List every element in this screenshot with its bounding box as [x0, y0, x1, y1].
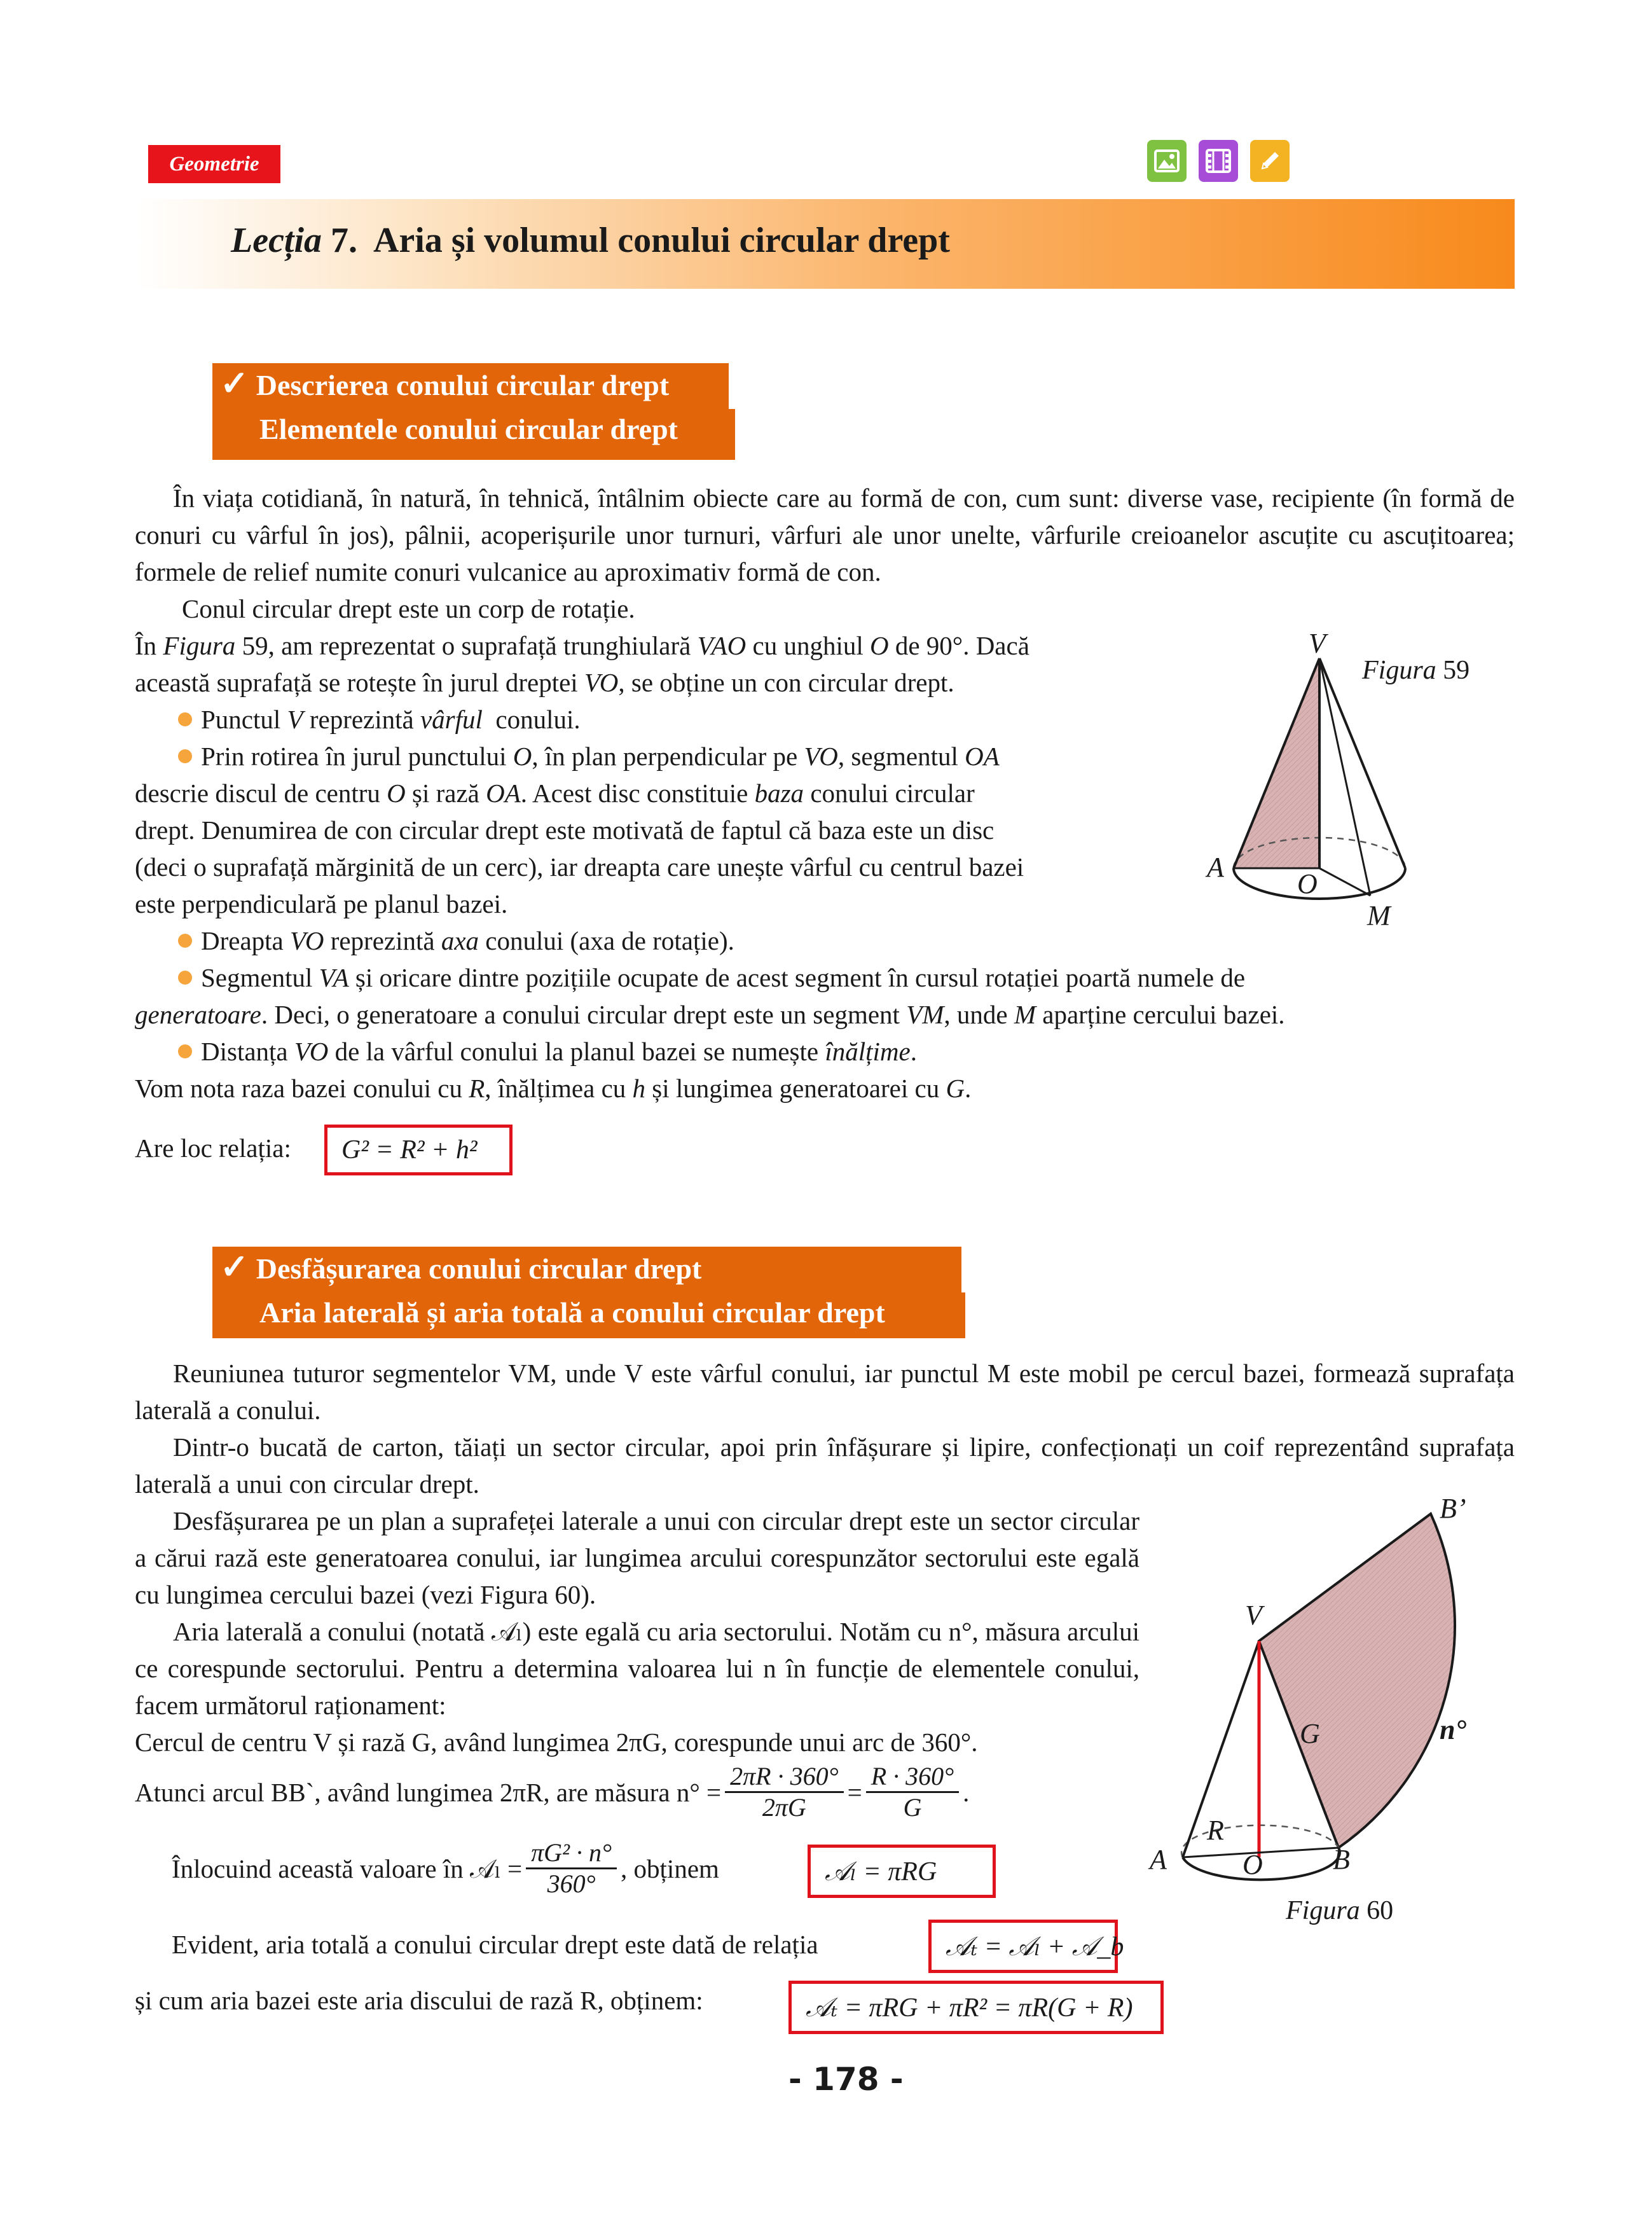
bullet-generator: Segmentul VA și oricare dintre pozițiile ocupate de acest segment în cursul rotației poartă numele de generatoare. Deci, o generatoare a conului circular drept este un segment VM, unde M aparține cercului bazei.: [135, 963, 1285, 1029]
figure59-intro-line1: În Figura 59, am reprezentat o suprafață trunghiulară VAO cu unghiul O de 90°. Dacă: [135, 631, 1029, 660]
segment-om: [1319, 868, 1370, 896]
total-area-final-box: 𝒜ₜ = πRG + πR² = πR(G + R): [788, 1981, 1164, 2034]
segment-v-right: [1319, 658, 1405, 868]
figure59-caption: Figura 59: [1362, 656, 1470, 685]
total-area-sentence: Evident, aria totală a conului circular drept este dată de relația: [172, 1930, 818, 1959]
intro-paragraph: În viața cotidiană, în natură, în tehnică, întâlnim obiecte care au formă de con, cum sunt: diverse vase, recipiente (în formă de conuri cu vârful în jos), pâlnii, acoperișurile unor turnuri, vârfuri ale unor unelte, vârfurile creioanelor ascuțite cu ascuțitoarea; formele de relief numite conuri vulcanice au aproximativ formă de con.: [135, 483, 1515, 586]
pythagorean-relation-box: G² = R² + h²: [324, 1125, 513, 1175]
dev-paragraph-3: Desfășurarea pe un plan a suprafeței laterale a unui con circular drept este un sector circular a cărui rază este generatoarea conului, iar lungimea arcului corespunzător sectorului este egală cu lungimea cercului bazei (vezi Figura 60).: [135, 1506, 1139, 1609]
fig59-label-a: A: [1207, 852, 1224, 883]
bullet-icon: [178, 971, 192, 985]
arc-measure-line: Atunci arcul BB`, având lungimea 2πR, are măsura n° = $\frac{2\pi R \cdot 360^\circ}{2\pi G}$ = $\frac{R \cdot 360^\circ}{G}$ .: [135, 1762, 970, 1822]
pencil-icon[interactable]: [1250, 140, 1290, 182]
fig60-label-g: G: [1300, 1718, 1320, 1749]
section1-title: ✓ Descrierea conului circular drept: [212, 363, 729, 409]
bullet-base: Prin rotirea în jurul punctului O, în plan perpendicular pe VO, segmentul OA descrie discul de centru O și rază OA. Acest disc constituie baza conului circular drept. Denumirea de con circular drept este motivată de faptul că baza este un disc (deci o suprafață mărginită de un cerc), iar dreapta care unește vârful cu centrul bazei este perpendiculară pe planul bazei.: [135, 742, 1024, 918]
image-icon[interactable]: [1147, 140, 1187, 182]
fraction-arc-1: $\frac{2\pi R \cdot 360^\circ}{2\pi G}$: [725, 1762, 843, 1822]
section2-title: ✓ Desfășurarea conului circular drept: [212, 1247, 961, 1292]
fig60-label-v: V: [1245, 1600, 1262, 1631]
section1-subtitle: Elementele conului circular drept: [212, 409, 735, 460]
fig60-label-o: O: [1242, 1849, 1263, 1880]
bullet-icon: [178, 1044, 192, 1058]
dev-circle-sentence: Cercul de centru V și rază G, având lungimea 2πG, corespunde unui arc de 360°.: [135, 1728, 978, 1757]
fig60-label-n: n°: [1440, 1714, 1467, 1745]
relation-label: Are loc relația:: [135, 1133, 291, 1163]
base-area-sentence: și cum aria bazei este aria discului de rază R, obținem:: [135, 1986, 703, 2015]
total-area-box: 𝒜ₜ = 𝒜ₗ + 𝒜_b: [928, 1920, 1118, 1973]
dev-paragraph-2: Dintr-o bucată de carton, tăiați un sector circular, apoi prin înfășurare și lipire, confecționați un coif reprezentând suprafața laterală a unui con circular drept.: [135, 1432, 1515, 1499]
figure60-caption: Figura 60: [1286, 1896, 1394, 1925]
lateral-sector: [1259, 1514, 1455, 1848]
fig59-label-m: M: [1367, 900, 1391, 931]
bullet-icon: [178, 749, 192, 763]
bullet-icon: [178, 934, 192, 948]
lateral-area-derivation: Înlocuind această valoare în 𝒜ₗ = $\frac{\text{πG² · n°}}{360^\circ}$ , obținem: [172, 1838, 719, 1898]
segment-vm: [1319, 658, 1370, 896]
rotation-body-sentence: Conul circular drept este un corp de rotație.: [182, 594, 635, 623]
section2-subtitle: Aria laterală și aria totală a conului circular drept: [212, 1292, 965, 1338]
dev-paragraph-4: Aria laterală a conului (notată 𝒜ₗ) este egală cu aria sectorului. Notăm cu n°, măsura arcului ce corespunde sectorului. Pentru a determina valoarea lui n în funcție de elementele conului, facem următorul raționament:: [135, 1617, 1139, 1720]
film-icon[interactable]: [1199, 140, 1238, 182]
page-number: - 178 -: [788, 2061, 904, 2098]
figure59-intro-line2: această suprafață se rotește în jurul dreptei VO, se obține un con circular drept.: [135, 668, 954, 697]
dev-paragraph-1: Reuniunea tuturor segmentelor VM, unde V este vârful conului, iar punctul M este mobil pe cercul bazei, formează suprafața laterală a conului.: [135, 1359, 1515, 1425]
lesson-title: Lecția 7. Aria și volumul conului circular drept: [231, 221, 950, 260]
cone-base-front: [1234, 868, 1405, 899]
subject-tag: Geometrie: [148, 145, 280, 183]
fig60-label-b: B: [1333, 1844, 1350, 1875]
fig59-label-o: O: [1297, 868, 1318, 899]
fraction-arc-2: $\frac{R \cdot 360^\circ}{G}$: [866, 1762, 959, 1822]
fig60-label-a: A: [1150, 1844, 1167, 1875]
bullet-vertex: Punctul V reprezintă vârful conului.: [178, 701, 581, 738]
fig59-label-v: V: [1309, 628, 1326, 659]
fig60-label-r: R: [1207, 1815, 1224, 1846]
fig60-label-bprime: B’: [1440, 1493, 1466, 1524]
lateral-area-box: 𝒜ₗ = πRG: [808, 1845, 996, 1898]
bullet-height: Distanța VO de la vârful conului la planul bazei se numește înălțime.: [178, 1033, 917, 1070]
bullet-axis: Dreapta VO reprezintă axa conului (axa de rotație).: [178, 922, 734, 959]
fraction-sector-area: $\frac{\text{πG² · n°}}{360^\circ}$: [526, 1838, 617, 1899]
bullet-icon: [178, 712, 192, 726]
notation-sentence: Vom nota raza bazei conului cu R, înălțimea cu h și lungimea generatoarei cu G.: [135, 1074, 972, 1103]
